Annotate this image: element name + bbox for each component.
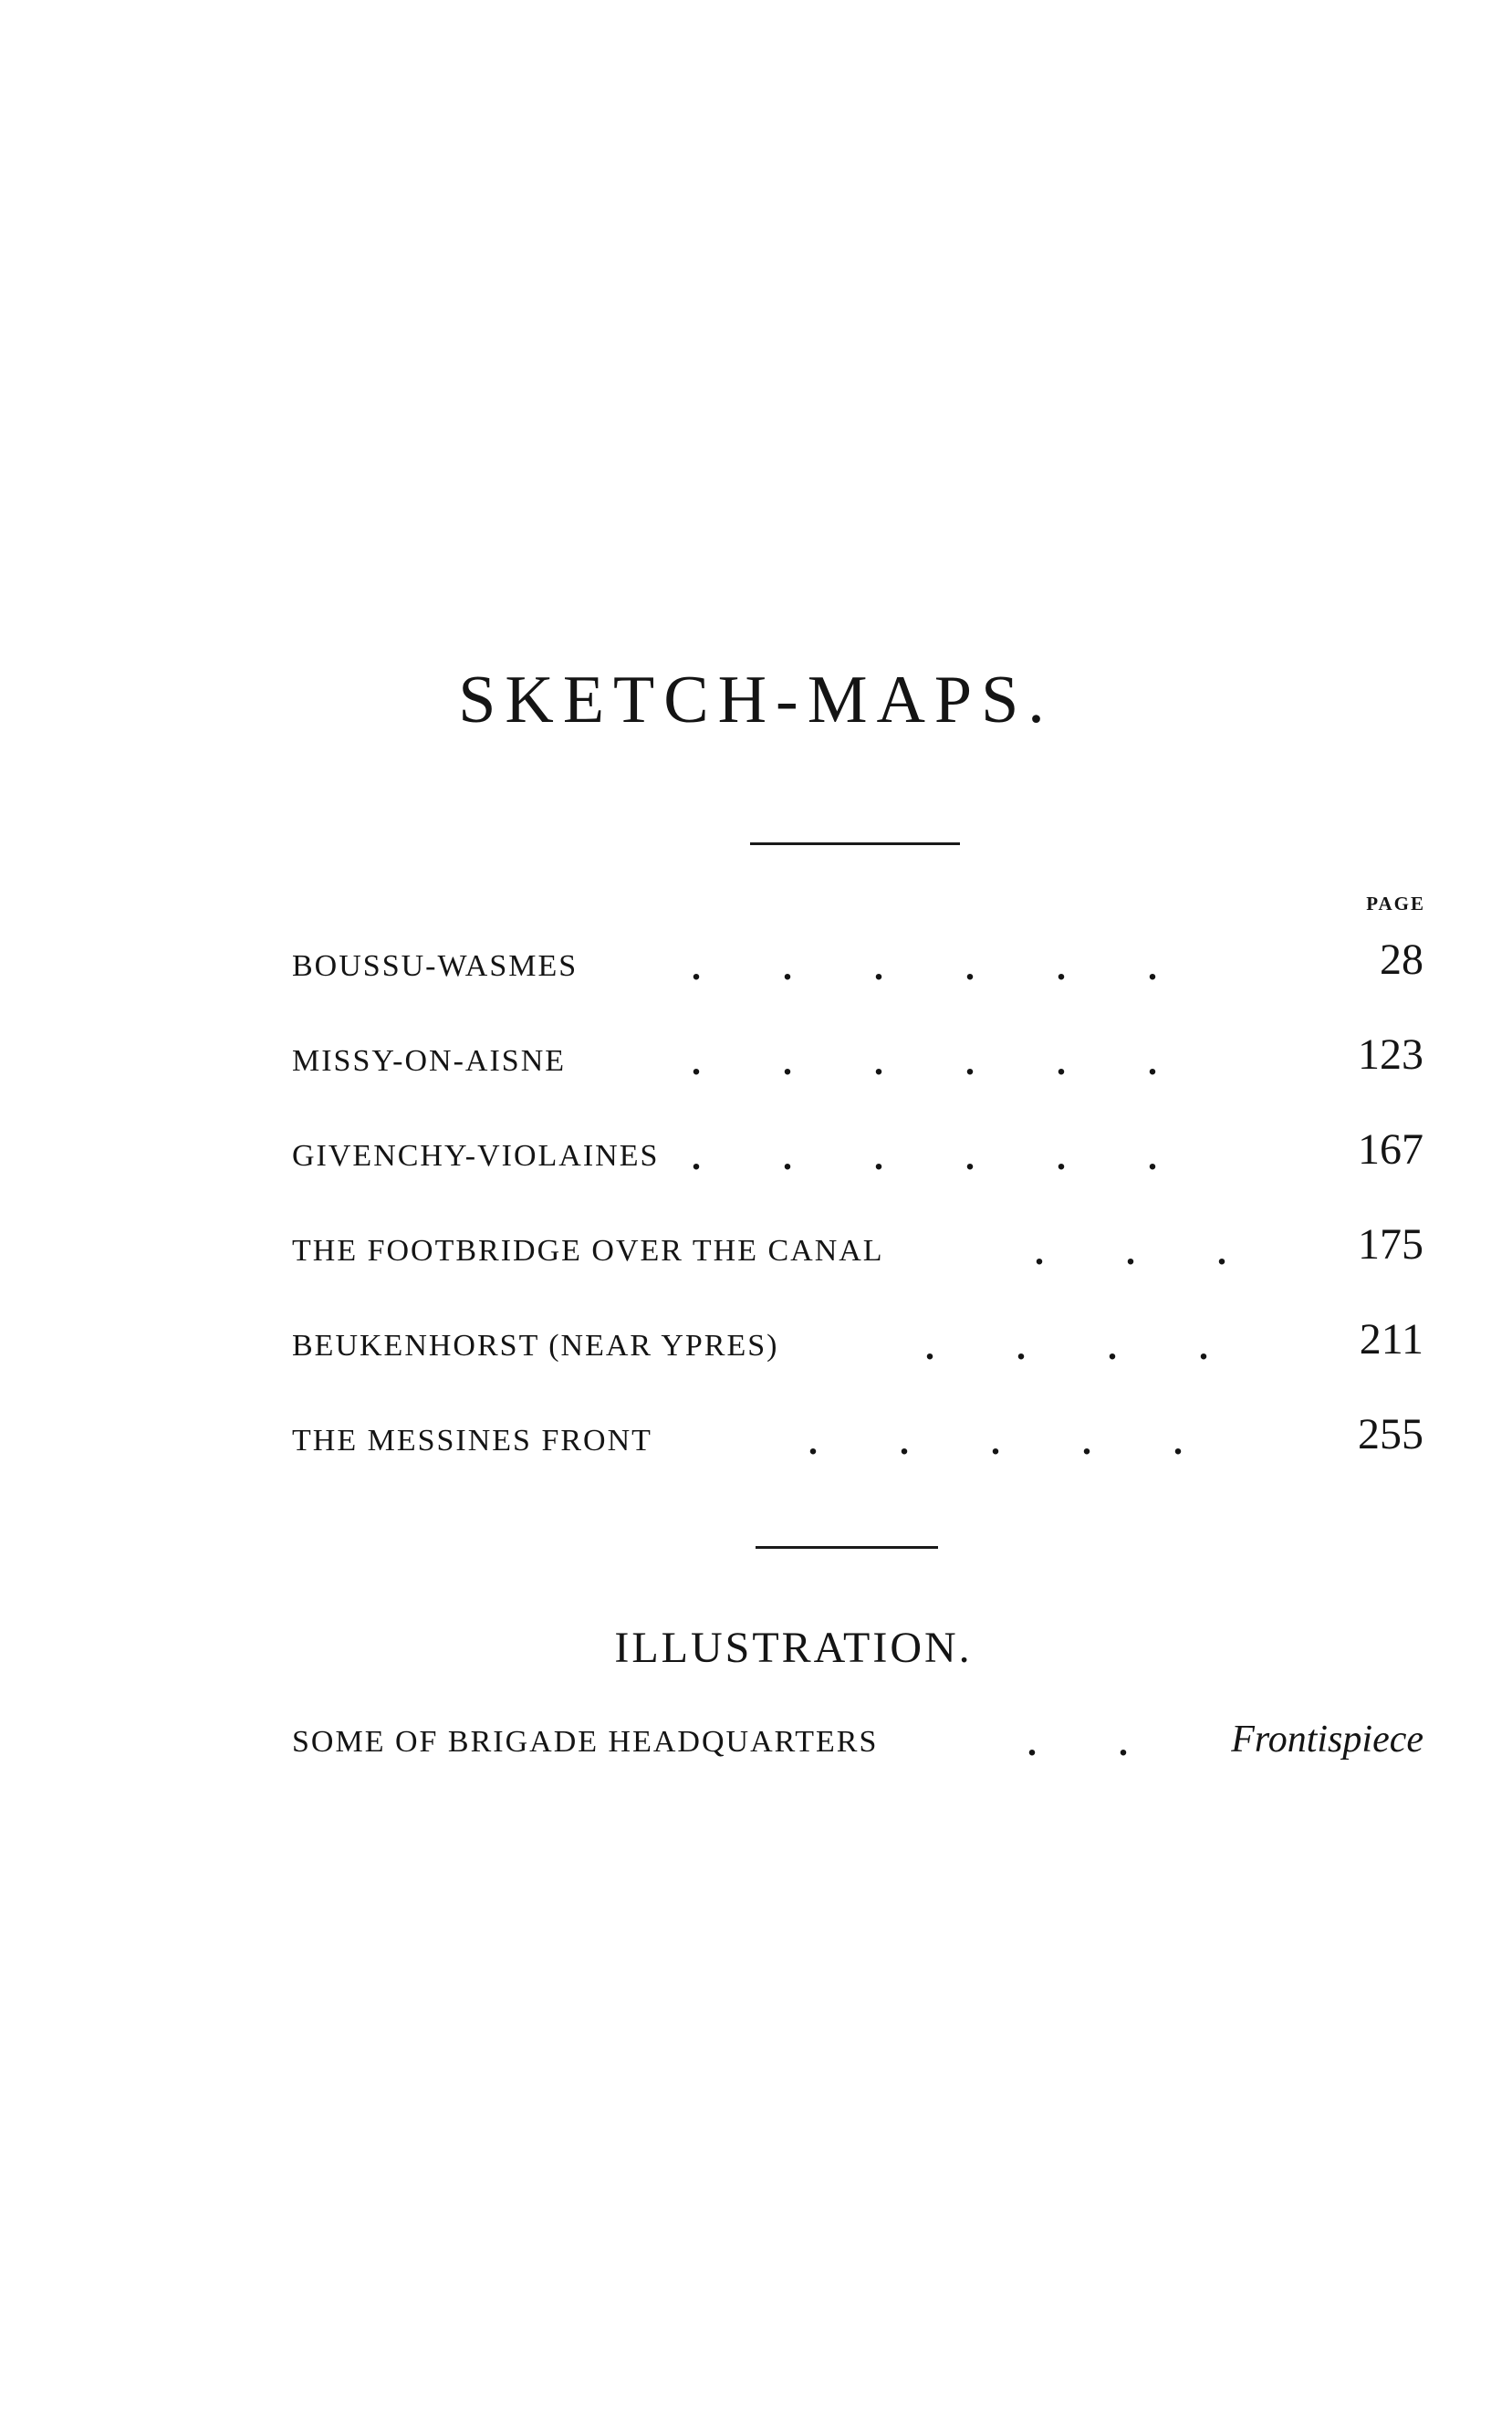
entry-title: THE MESSINES FRONT: [292, 1424, 652, 1458]
list-item: [292, 1301, 1423, 1396]
entry-page: 175: [1358, 1220, 1423, 1269]
list-item: [292, 1207, 1423, 1301]
entry-page: 211: [1359, 1315, 1423, 1364]
illustration-entry: [292, 1712, 1423, 1785]
section-divider: [756, 1546, 938, 1549]
list-item: [292, 922, 1423, 1017]
entry-page: 28: [1380, 935, 1423, 984]
entry-page: Frontispiece: [1231, 1719, 1423, 1761]
entry-page: 255: [1358, 1410, 1423, 1458]
entry-page: 167: [1358, 1125, 1423, 1174]
entry-title: GIVENCHY-VIOLAINES: [292, 1139, 660, 1173]
sketch-map-list: [292, 922, 1423, 1491]
leader-dots: . . . . .: [808, 1421, 1183, 1462]
leader-dots: . . . .: [925, 1326, 1208, 1367]
leader-dots: . . . . . .: [692, 946, 1157, 988]
leader-dots: . . . . . .: [692, 1136, 1157, 1177]
leader-dots: . . .: [1035, 1231, 1226, 1272]
leader-dots: . . . . . .: [692, 1041, 1157, 1082]
entry-title: THE FOOTBRIDGE OVER THE CANAL: [292, 1234, 884, 1268]
title-divider: [750, 842, 960, 845]
list-item: [292, 1017, 1423, 1112]
list-item: [292, 1112, 1423, 1207]
entry-page: 123: [1358, 1030, 1423, 1079]
page-title: SKETCH-MAPS.: [458, 663, 1054, 737]
entry-title: BOUSSU-WASMES: [292, 949, 579, 983]
entry-title: BEUKENHORST (NEAR YPRES): [292, 1329, 779, 1363]
leader-dots: . .: [1027, 1722, 1128, 1763]
page-column-label: PAGE: [1366, 893, 1425, 914]
illustration-heading: ILLUSTRATION.: [614, 1624, 973, 1672]
entry-title: MISSY-ON-AISNE: [292, 1044, 567, 1078]
list-item: [292, 1396, 1423, 1491]
entry-title: SOME OF BRIGADE HEADQUARTERS: [292, 1725, 879, 1759]
